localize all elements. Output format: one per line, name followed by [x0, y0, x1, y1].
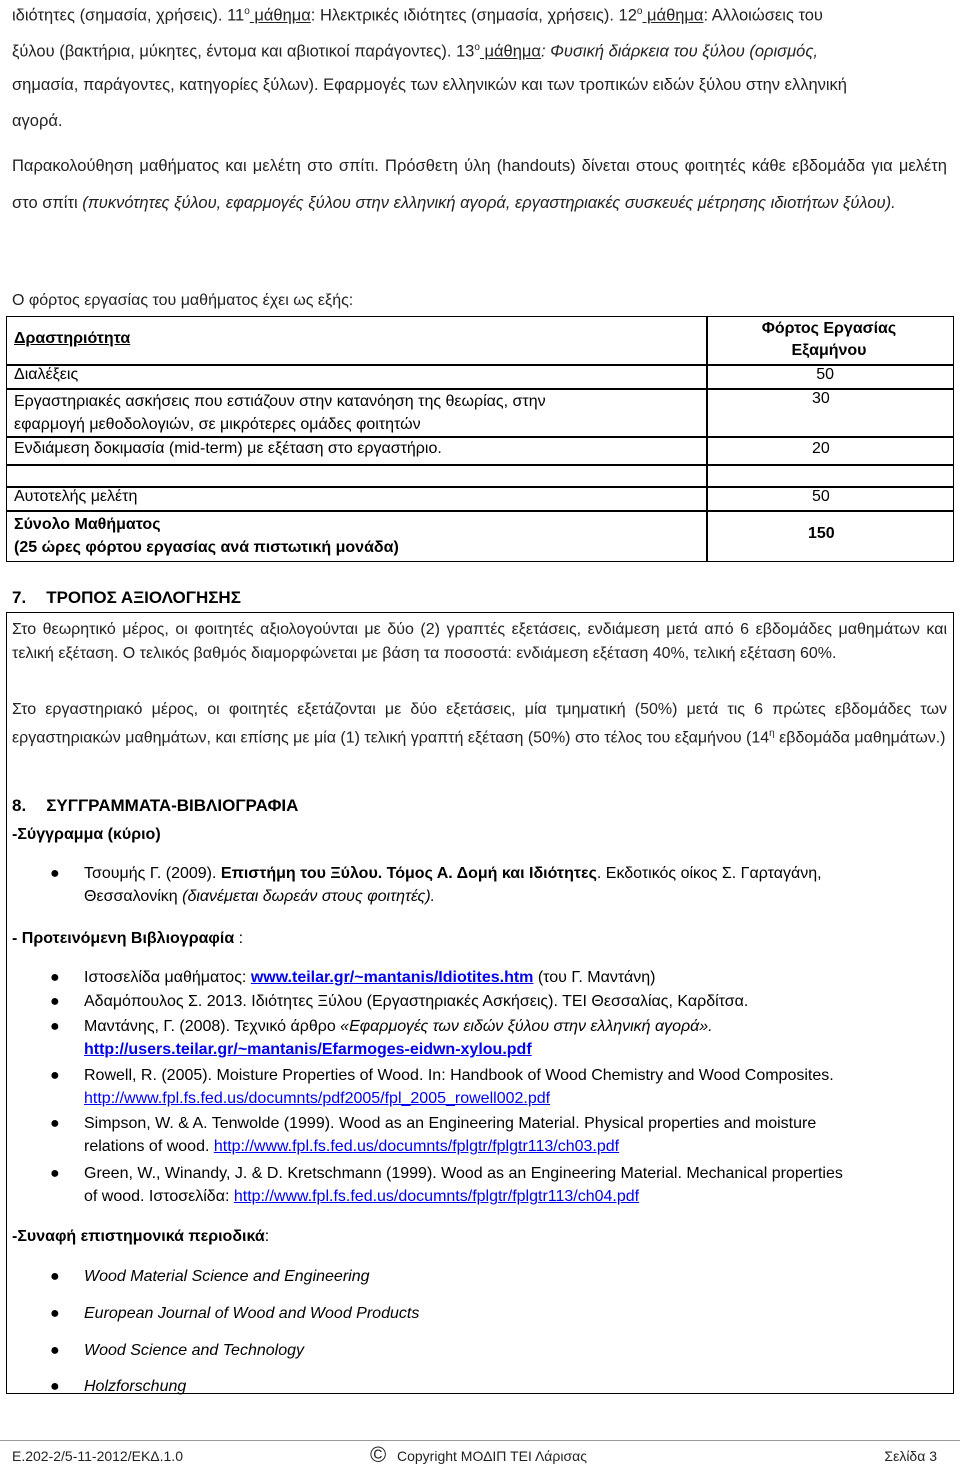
bullet-icon: ● [50, 993, 60, 1010]
bullet-icon: ● [50, 1378, 60, 1395]
row-activity-total: Σύνολο Μαθήματος (25 ώρες φόρτου εργασίας ανά πιστωτική μονάδα) [14, 516, 399, 556]
footer-divider [0, 1440, 960, 1441]
bullet-icon: ● [50, 1305, 60, 1322]
suggested-heading: - Προτεινόμενη Βιβλιογραφία : [12, 930, 244, 947]
efarmoges-link[interactable]: http://users.teilar.gr/~mantanis/Efarmoges-eidwn-xylou.pdf [84, 1041, 532, 1058]
ch03-link[interactable]: http://www.fpl.fs.fed.us/documnts/fplgtr/fplgtr113/ch03.pdf [213, 1138, 620, 1155]
row-load-total: 150 [808, 525, 835, 542]
ch04-link[interactable]: http://www.fpl.fs.fed.us/documnts/fplgtr/fplgtr113/ch04.pdf [233, 1188, 640, 1205]
row-activity-lectures: Διαλέξεις [14, 366, 79, 383]
journals-heading: -Συναφή επιστημονικά περιοδικά: [12, 1228, 270, 1245]
document-page: ιδιότητες (σημασία, χρήσεις). $11^o$ μάθημα: Ηλεκτρικές ιδιότητες (σημασία, χρήσεις). $12^o$ μάθημα: Αλλοιώσεις του ξύλου (βακτήρια, μύκητες, έντομα και αβιοτικοί παράγοντες). $13^o$ μάθημα: Φυσική διάρκεια του ξύλου (ορισμός, σημασία, παράγοντες, κατηγορίες ξύλων). Εφαρμογές των ελληνικών και των τροπικών ειδών ξύλου στην ελληνική αγορά. Παρακολούθηση μαθήματος και μελέτη στο σπίτι. Πρόσθετη ύλη (handouts) δίνεται στους φοιτητές κάθε εβδομάδα για μελέτη στο σπίτι (πυκνότητες ξύλου, εφαρμογές ξύλου στην ελληνική αγορά, εργαστηριακές συσκευές μέτρησης ιδιοτήτων ξύλου). Ο φόρτος εργασίας του μαθήματος έχει ως εξής: Δραστηριότητα Φόρτος Εργασίας Εξαμήνου Διαλέξεις 50 Εργαστηριακές ασκήσεις που εστιάζουν στην κατανόηση της θεωρίας, στην εφαρμογή μεθοδολογιών, σε μικρότερες ομάδες φοιτητών 30 Ενδιάμεση δοκιμασία (mid-term) με εξέταση στο εργαστήριο. 20 Αυτοτελής μελέτη 50 Σύνολο Μαθήματος (25 ώρες φόρτου εργασίας ανά πιστωτική μονάδα) 150 7. ΤΡΟΠΟΣ ΑΞΙΟΛΟΓΗΣΗΣ Στο θεωρητικό μέρος, οι φοιτητές αξιολογούνται με δύο (2) γραπτές εξετάσεις, ενδιάμεση μετά από 6 εβδομάδες μαθημάτων και τελική εξέταση. Ο τελικός βαθμός διαμορφώνεται με βάση τα ποσοστά: ενδιάμεση εξέταση 40%, τελική εξέταση 60%. Στο εργαστηριακό μέρος, οι φοιτητές εξετάζονται με δύο εξετάσεις, μία τμηματική (50%) μετά τις 6 πρώτες εβδομάδες των εργαστηριακών μαθημάτων, και επίσης με μία (1) τελική γραπτή εξέταση (50%) στο τέλος του εξαμήνου ($14^\eta$ εβδομάδα μαθημάτων.) 8. ΣΥΓΓΡΑΜΜΑΤΑ-ΒΙΒΛΙΟΓΡΑΦΙΑ -Σύγγραμμα (κύριο) ● Τσουμής Γ. (2009). Επιστήμη του Ξύλου. Τόμος Α. Δομή και Ιδιότητες. Εκδοτικός οίκος Σ. Γαρταγάνη, Θεσσαλονίκη (διανέμεται δωρεάν στους φοιτητές). - Προτεινόμενη Βιβλιογραφία : ● Ιστοσελίδα μαθήματος: www.teilar.gr/~mantanis/Idiotites.htm (του Γ. Μαντάνη) ● Αδαμόπουλος Σ. 2013. Ιδιότητες Ξύλου (Εργαστηριακές Ασκήσεις). ΤΕΙ Θεσσαλίας, Καρδίτσα. ● Μαντάνης, Γ. (2008). Τεχνικό άρθρο «Εφαρμογές των ειδών ξύλου στην ελληνική αγορά». http://users.teilar.gr/~mantanis/Efarmoges-eidwn-xylou.pdf ● Rowell, R. (2005). Moisture Properties of Wood. In: Handbook of Wood Chemistry and Wood Composites. http://www.fpl.fs.fed.us/documnts/pdf2005/fpl_2005_rowell002.pdf ● Simpson, W. & A. Tenwolde (1999). Wood as an Engineering Material. Physical properties and moisture relations of wood. http://www.fpl.fs.fed.us/documnts/fplgtr/fplgtr113/ch03.pdf ● Green, W., Winandy, J. & D. Kretschmann (1999). Wood as an Engineering Material. Mechanical properties of wood. Ιστοσελίδα: http://www.fpl.fs.fed.us/documnts/fplgtr/fplgtr113/ch04.pdf -Συναφή επιστημονικά περιοδικά: ● Wood Material Science and Engineering ● European Journal of Wood and Wood Products ● Wood Science and Technology ● Holzforschung Ε.202-2/5-11-2012/ΕΚΔ.1.0 © Copyright ΜΟΔΙΠ ΤΕΙ Λάρισας Σελίδα 3 [0, 0, 960, 1472]
bullet-icon: ● [50, 865, 60, 882]
row-activity-lab: Εργαστηριακές ασκήσεις που εστιάζουν στην κατανόηση της θεωρίας, στην εφαρμογή μεθοδολογιών, σε μικρότερες ομάδες φοιτητών [14, 393, 546, 433]
row-load-midterm: 20 [812, 440, 830, 457]
doc-code: Ε.202-2/5-11-2012/ΕΚΔ.1.0 [12, 1448, 183, 1464]
intro-line-3: σημασία, παράγοντες, κατηγορίες ξύλων). Εφαρμογές των ελληνικών και των τροπικών ειδών ξύλου στην ελληνική [12, 76, 847, 94]
intro-line-1: ιδιότητες (σημασία, χρήσεις). $11^o$ μάθημα: Ηλεκτρικές ιδιότητες (σημασία, χρήσεις). $12^o$ μάθημα: Αλλοιώσεις του [12, 6, 823, 25]
page-number: Σελίδα 3 [884, 1448, 937, 1464]
row-load-self-study: 50 [812, 488, 830, 505]
col-header-activity: Δραστηριότητα [14, 330, 131, 347]
main-book-heading: -Σύγγραμμα (κύριο) [12, 826, 161, 843]
section-7-paragraph-1: Στο θεωρητικό μέρος, οι φοιτητές αξιολογούνται με δύο (2) γραπτές εξετάσεις, ενδιάμεση μετά από 6 εβδομάδες μαθημάτων και τελική εξέταση. Ο τελικός βαθμός διαμορφώνεται με βάση τα ποσοστά: ενδιάμεση εξέταση 40%, τελική εξέταση 60%. [12, 621, 947, 662]
row-load-lab: 30 [812, 390, 830, 407]
workload-intro: Ο φόρτος εργασίας του μαθήματος έχει ως εξής: [12, 292, 354, 309]
row-activity-self-study: Αυτοτελής μελέτη [14, 488, 138, 505]
copyright-text: Copyright ΜΟΔΙΠ ΤΕΙ Λάρισας [397, 1448, 587, 1464]
col-header-load: Φόρτος Εργασίας Εξαμήνου [761, 320, 897, 359]
section-8-heading: 8. ΣΥΓΓΡΑΜΜΑΤΑ-ΒΙΒΛΙΟΓΡΑΦΙΑ [12, 796, 302, 816]
section-7-heading: 7. ΤΡΟΠΟΣ ΑΞΙΟΛΟΓΗΣΗΣ [12, 588, 241, 607]
bullet-icon: ● [50, 1165, 60, 1182]
bullet-icon: ● [50, 1115, 60, 1132]
follow-up-paragraph: Παρακολούθηση μαθήματος και μελέτη στο σπίτι. Πρόσθετη ύλη (handouts) δίνεται στους φοιτητές κάθε εβδομάδα για μελέτη στο σπίτι (πυκνότητες ξύλου, εφαρμογές ξύλου στην ελληνική αγορά, εργαστηριακές συσκευές μέτρησης ιδιοτήτων ξύλου). [12, 157, 947, 212]
intro-line-2: ξύλου (βακτήρια, μύκητες, έντομα και αβιοτικοί παράγοντες). $13^o$ μάθημα: Φυσική διάρκεια του ξύλου (ορισμός, [12, 42, 818, 61]
section-7-paragraph-2: Στο εργαστηριακό μέρος, οι φοιτητές εξετάζονται με δύο εξετάσεις, μία τμηματική (50%) μετά τις 6 πρώτες εβδομάδες των εργαστηριακών μαθημάτων, και επίσης με μία (1) τελική γραπτή εξέταση (50%) στο τέλος του εξαμήνου ($14^\eta$ εβδομάδα μαθημάτων.) [12, 701, 947, 747]
intro-line-4: αγορά. [12, 112, 63, 130]
bullet-icon: ● [50, 1018, 60, 1035]
rowell-link[interactable]: http://www.fpl.fs.fed.us/documnts/pdf2005/fpl_2005_rowell002.pdf [84, 1090, 551, 1107]
bullet-icon: ● [50, 1342, 60, 1359]
course-website-link[interactable]: www.teilar.gr/~mantanis/Idiotites.htm [250, 969, 534, 986]
row-activity-midterm: Ενδιάμεση δοκιμασία (mid-term) με εξέταση στο εργαστήριο. [14, 440, 442, 457]
copyright-icon: © [370, 1442, 387, 1467]
bullet-icon: ● [50, 969, 60, 986]
row-load-lectures: 50 [816, 366, 834, 383]
bullet-icon: ● [50, 1268, 60, 1285]
bullet-icon: ● [50, 1067, 60, 1084]
